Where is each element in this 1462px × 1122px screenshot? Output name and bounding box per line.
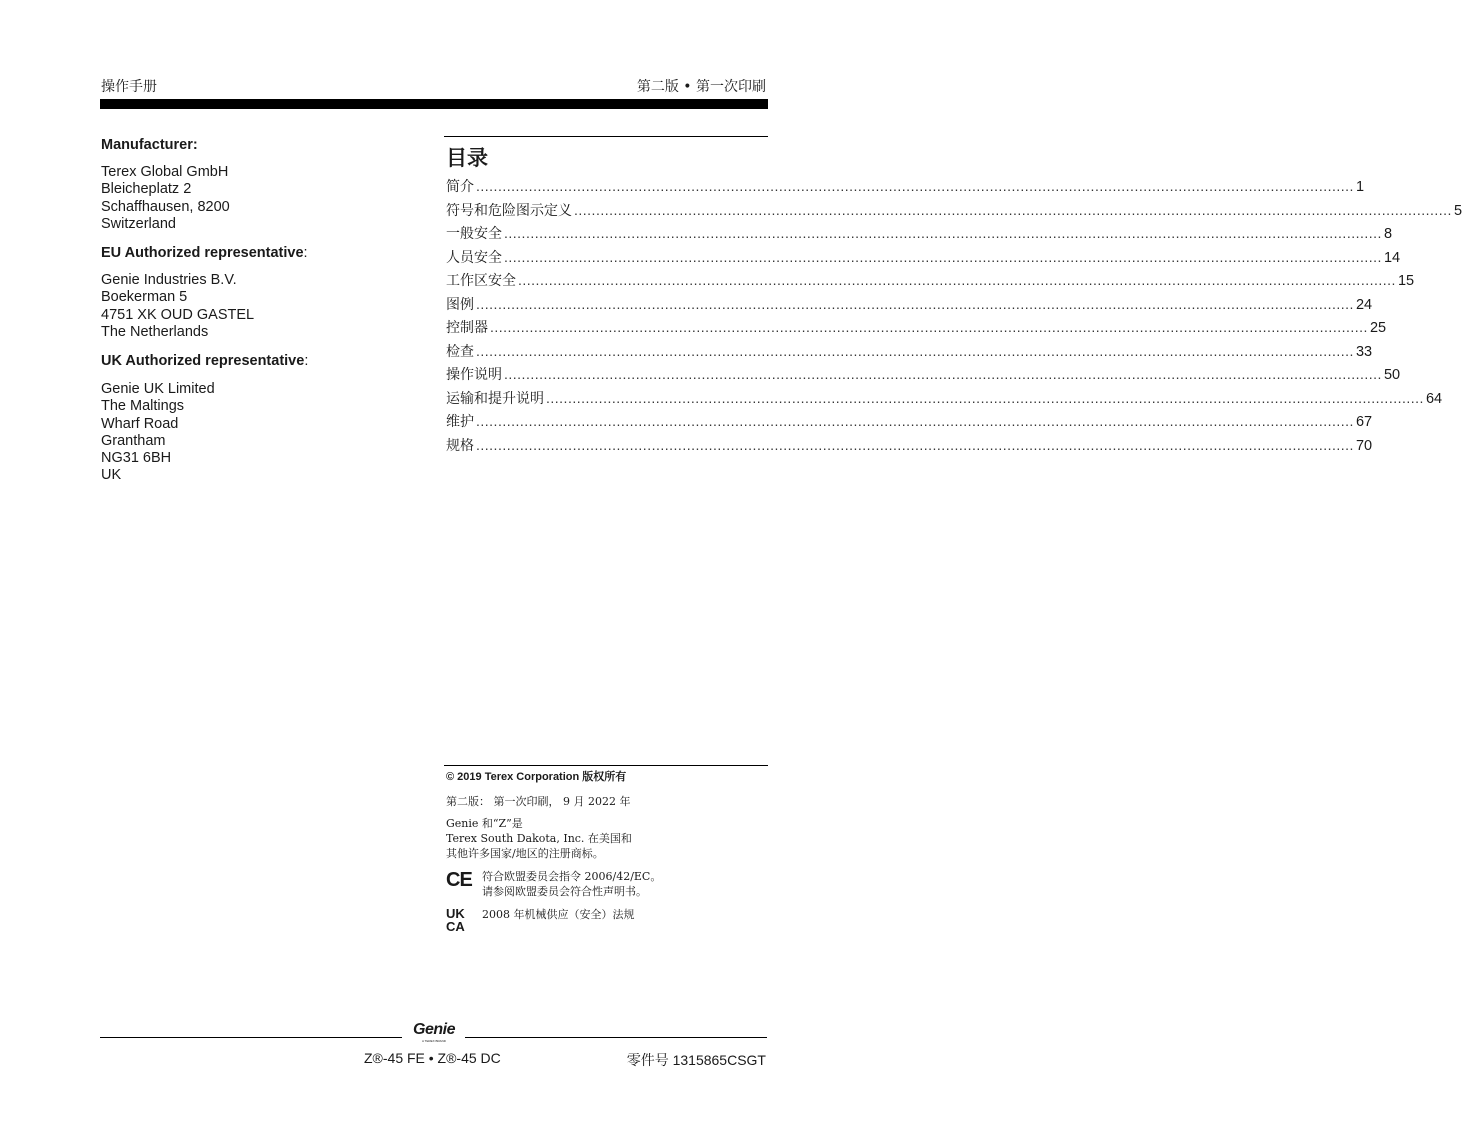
toc-item-label: 一般安全 xyxy=(446,226,502,242)
ukca-mark-bottom: CA xyxy=(446,919,465,934)
toc-item-page: 50 xyxy=(1383,367,1401,383)
ukca-mark-top: UK xyxy=(446,906,465,921)
ce-row xyxy=(446,869,768,899)
trademark-line: 其他许多国家/地区的注册商标。 xyxy=(446,847,604,860)
toc-item-page: 70 xyxy=(1355,437,1373,454)
toc-leader-dots: ........................................................................................................................................................................................................ xyxy=(476,178,1354,194)
toc-leader-dots: ........................................................................................................................................................................................................ xyxy=(490,319,1368,335)
genie-logo: Genie xyxy=(413,1021,455,1038)
toc-item[interactable] xyxy=(446,388,1443,412)
toc-leader-dots: ........................................................................................................................................................................................................ xyxy=(476,295,1354,312)
toc-item[interactable] xyxy=(446,435,1373,459)
uk-rep-line: Wharf Road xyxy=(101,415,179,432)
toc-item-label: 人员安全 xyxy=(446,249,502,266)
toc-item[interactable] xyxy=(446,341,1373,365)
toc-item-page: 15 xyxy=(1397,273,1415,289)
trademark-line: Terex South Dakota, Inc. 在美国和 xyxy=(446,832,632,845)
footer-rule-right xyxy=(465,1037,767,1038)
trademark-line: Genie 和“Z”是 xyxy=(446,817,523,830)
toc-item[interactable] xyxy=(446,270,1415,294)
manufacturer-line: Terex Global GmbH xyxy=(101,164,229,181)
toc-leader-dots: ........................................................................................................................................................................................................ xyxy=(574,201,1452,218)
toc-item[interactable] xyxy=(446,247,1401,271)
toc-item[interactable] xyxy=(446,364,1401,388)
toc-item[interactable] xyxy=(446,294,1373,318)
toc-item-page: 64 xyxy=(1425,390,1443,407)
footer-rule-left xyxy=(100,1037,402,1038)
toc-item-label: 检查 xyxy=(446,343,474,360)
toc-item-page: 24 xyxy=(1355,296,1373,313)
eu-rep-line: Genie Industries B.V. xyxy=(101,272,237,289)
eu-rep-colon: : xyxy=(303,245,308,261)
uk-rep-title: UK Authorized representative xyxy=(101,353,305,369)
toc-item-page: 5 xyxy=(1453,202,1462,219)
eu-rep-title: EU Authorized representative xyxy=(101,245,304,261)
toc-item-label: 符号和危险图示定义 xyxy=(446,202,572,219)
manufacturer-line: Bleicheplatz 2 xyxy=(101,181,192,198)
toc-leader-dots: ........................................................................................................................................................................................................ xyxy=(504,248,1382,265)
toc-leader-dots: ........................................................................................................................................................................................................ xyxy=(504,366,1382,382)
toc-item[interactable] xyxy=(446,200,1462,224)
toc-leader-dots: ........................................................................................................................................................................................................ xyxy=(476,342,1354,359)
manufacturer-line: Switzerland xyxy=(101,215,176,232)
eu-rep-line: 4751 XK OUD GASTEL xyxy=(101,306,255,323)
toc-leader-dots: ........................................................................................................................................................................................................ xyxy=(476,436,1354,453)
toc-item-page: 33 xyxy=(1355,343,1373,360)
copyright-block xyxy=(446,770,768,933)
toc-item-label: 简介 xyxy=(446,179,474,195)
manufacturer-title: Manufacturer: xyxy=(101,137,198,153)
ce-line: 请参阅欧盟委员会符合性声明书。 xyxy=(482,885,647,898)
eu-rep-line: Boekerman 5 xyxy=(101,289,188,306)
uk-rep-block xyxy=(101,353,421,484)
manufacturer-block xyxy=(101,137,421,233)
toc-item[interactable] xyxy=(446,176,1365,200)
toc-item-label: 操作说明 xyxy=(446,367,502,383)
toc-item[interactable] xyxy=(446,317,1387,341)
header-manual-title: 操作手册 xyxy=(101,79,157,95)
copyright-top-rule xyxy=(444,765,768,766)
uk-rep-line: UK xyxy=(101,467,122,484)
eu-rep-block xyxy=(101,245,421,341)
toc-item-label: 维护 xyxy=(446,414,474,430)
toc-item-label: 运输和提升说明 xyxy=(446,390,544,407)
toc-top-rule xyxy=(444,136,768,137)
ukca-line: 2008 年机械供应（安全）法规 xyxy=(482,908,635,921)
ce-line: 符合欧盟委员会指令 2006/42/EC。 xyxy=(482,870,662,883)
toc-list xyxy=(446,176,1462,458)
copyright-title: © 2019 Terex Corporation 版权所有 xyxy=(446,771,627,783)
header-bar xyxy=(100,99,768,109)
toc-item[interactable] xyxy=(446,223,1393,247)
toc-leader-dots: ........................................................................................................................................................................................................ xyxy=(476,413,1354,429)
footer-part-number: 零件号 1315865CSGT xyxy=(626,1052,766,1068)
uk-rep-colon: : xyxy=(304,353,309,369)
toc-leader-dots: ........................................................................................................................................................................................................ xyxy=(518,272,1396,288)
header-edition: 第二版 • 第一次印刷 xyxy=(636,79,766,95)
toc-item-page: 25 xyxy=(1369,320,1387,336)
toc-item-label: 控制器 xyxy=(446,320,488,336)
toc-item-label: 工作区安全 xyxy=(446,273,516,289)
uk-rep-line: Genie UK Limited xyxy=(101,381,215,398)
edition-line: 第二版： 第一次印刷， 9 月 2022 年 xyxy=(446,795,631,808)
uk-rep-line: The Maltings xyxy=(101,398,185,415)
footer-model: Z®-45 FE • Z®-45 DC xyxy=(364,1050,501,1066)
toc-title: 目录 xyxy=(446,147,488,170)
toc-item-page: 67 xyxy=(1355,414,1373,430)
toc-leader-dots: ........................................................................................................................................................................................................ xyxy=(504,225,1382,241)
genie-logo-tagline: A TEREX BRAND xyxy=(422,1039,446,1043)
toc-leader-dots: ........................................................................................................................................................................................................ xyxy=(546,389,1424,406)
ukca-row xyxy=(446,907,768,933)
toc-item-page: 1 xyxy=(1355,179,1365,195)
uk-rep-line: NG31 6BH xyxy=(101,450,172,467)
ukca-mark-icon xyxy=(446,907,482,933)
toc-item[interactable] xyxy=(446,411,1373,435)
toc-item-page: 8 xyxy=(1383,226,1393,242)
eu-rep-line: The Netherlands xyxy=(101,323,209,340)
toc-item-label: 图例 xyxy=(446,296,474,313)
toc-item-label: 规格 xyxy=(446,437,474,454)
toc-item-page: 14 xyxy=(1383,249,1401,266)
uk-rep-line: Grantham xyxy=(101,432,166,449)
manufacturer-line: Schaffhausen, 8200 xyxy=(101,198,230,215)
ce-mark-icon: CE xyxy=(446,869,472,891)
